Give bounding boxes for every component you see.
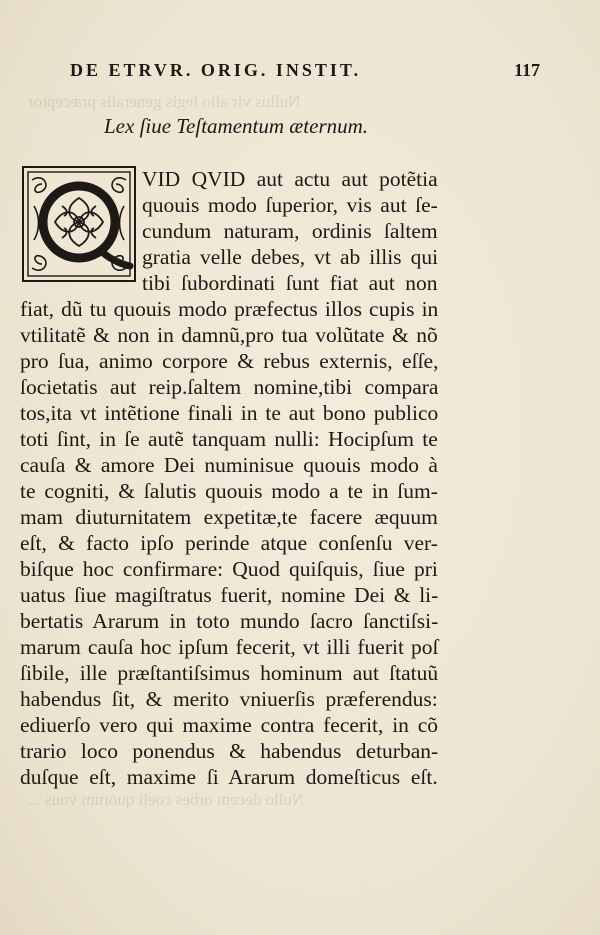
text-line: eſt, & facto ipſo perinde atque conſenſu ver- [20, 531, 438, 555]
text-line: quouis modo ſuperior, vis aut ſe- [142, 193, 438, 217]
text-line: duſque eſt, maxime ſi Ararum domeſticus eſt. [20, 765, 438, 789]
text-line: ſocietatis aut reip.ſaltem nomine,tibi compara [20, 375, 439, 399]
page-number: 117 [514, 60, 541, 80]
text-line: gratia velle debes, vt ab illis qui [142, 245, 439, 269]
text-line: tos,ita vt intẽtione finali in te aut bono publico [20, 401, 439, 425]
text-line: cundum naturam, ordinis ſaltem [142, 219, 438, 243]
text-line: marum cauſa hoc ipſum fecerit, vt illi fuerit poſ [20, 635, 439, 659]
text-line: toti ſint, in ſe autẽ tanquam nulli: Hocipſum te [20, 427, 438, 451]
text-line: ſibile, ille præſtantiſsimus hominum aut ſtatuũ [20, 661, 439, 685]
text-line: biſque hoc confirmare: Quod quiſquis, ſiue pri [20, 557, 438, 581]
text-line: pro ſua, animo corpore & rebus externis, eſſe, [20, 349, 439, 373]
section-title: Lex ſiue Teſtamentum æternum. [104, 114, 369, 138]
text-line: fiat, dũ tu quouis modo præfectus illos cupis in [20, 297, 439, 321]
text-line: VID QVID aut actu aut potẽtia [142, 167, 438, 191]
text-line: te cogniti, & ſalutis quouis modo a te in ſum- [20, 479, 438, 503]
text-line: bertatis Ararum in toto mundo ſacro ſanctiſsi- [20, 609, 439, 633]
show-through-text: Nullus vir alio legis generalis præceptor [28, 92, 301, 111]
decorative-initial-q-icon [22, 166, 136, 282]
text-line: ediuerſo vero qui maxime contra fecerit, in cõ [20, 713, 439, 737]
text-line: tibi ſubordinati ſunt fiat aut non [142, 271, 438, 295]
text-line: cauſa & amore Dei numinisue quouis modo à [20, 453, 438, 477]
text-line: vtilitatẽ & non in damnũ,pro tua volũtate & nõ [20, 323, 438, 347]
show-through-text: Nullo decem orbes coeli quorum vnus ... [28, 790, 305, 809]
running-title: DE ETRVR. ORIG. INSTIT. [70, 60, 362, 80]
text-line: trario loco ponendus & habendus deturban- [20, 739, 439, 763]
text-line: habendus ſit, & merito vniuerſis præferendus: [20, 687, 438, 711]
text-line: uatus ſiue magiſtratus fuerit, nomine Dei & li- [20, 583, 439, 607]
text-line: mam diuturnitatem expetitæ,te facere æquum [20, 505, 438, 529]
